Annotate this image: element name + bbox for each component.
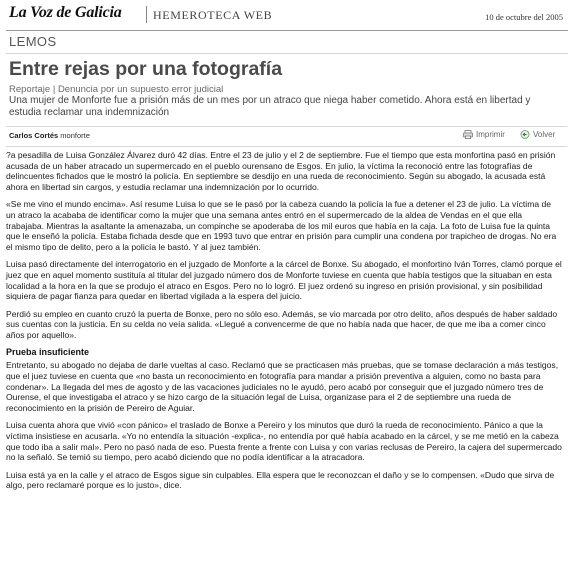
back-button[interactable] bbox=[520, 130, 555, 139]
author-location: monforte bbox=[60, 131, 90, 140]
edition-date: 10 de octubre del 2005 bbox=[485, 12, 563, 22]
print-button[interactable] bbox=[463, 130, 505, 139]
article-paragraph: Luisa pasó directamente del interrogatorio en el juzgado de Monforte a la cárcel de Bonxe. Su abogado, el monfortino Iván Torres, clamó porque el juez que en aquel momento sustituía al titular del juzgado número dos de Monforte tuviese en cuenta que había testigos que la situaban en esta localidad a la hora en la que se produjo el atraco en Esgos. Pero no lo logró. El juez ordenó su ingreso en prisión provisional, y sin posibilidad siquiera de pagar fianza para quedar en libertad vigilada a la espera del juicio. bbox=[6, 259, 562, 302]
printer-icon bbox=[463, 130, 473, 139]
hemeroteca-label[interactable]: HEMEROTECA WEB bbox=[153, 8, 273, 22]
section-title: LEMOS bbox=[9, 34, 57, 49]
back-label: Volver bbox=[533, 130, 556, 139]
article-headline: Entre rejas por una fotografía bbox=[9, 58, 283, 80]
byline bbox=[9, 131, 90, 140]
article-subheading: Prueba insuficiente bbox=[6, 347, 90, 358]
author-name: Carlos Cortés bbox=[9, 131, 59, 140]
article-paragraph: «Se me vino el mundo encima». Así resume Luisa lo que se le pasó por la cabeza cuando la policía la fue a detener el 23 de julio. La víctima de un atraco la acababa de identificar como la mujer que una semana antes entró en el supermercado de la aldea de Vendas en el que ella trabajaba. Mientras la asaltante la amenazaba, un compinche se apoderaba de los mil euros que había en la caja. La foto de Luisa fue la quinta que le enseñó la policía. Estaba fichada desde que en 1993 tuvo que entrar en prisión para cumplir una condena por trapicheo de drogas. No era el mismo tipo de delito, pero a la policía le bastó. Y al juez también. bbox=[6, 199, 557, 253]
masthead-divider bbox=[146, 6, 147, 23]
print-label: Imprimir bbox=[476, 130, 505, 139]
article-paragraph: Luisa está ya en la calle y el atraco de Esgos sigue sin culpables. Ella espera que le reconozcan el daño y se lo compensen. «Dudo que sirva de algo, pero reclamaré porque es lo justo», dice. bbox=[6, 469, 555, 491]
section-bar bbox=[6, 31, 568, 54]
article-paragraph: Luisa cuenta ahora que vivió «con pánico» el traslado de Bonxe a Pereiro y los minutos que duró la rueda de reconocimiento. Pánico a que la víctima insistiese en acusarla. «Yo no entendía la situación -explica-, no entendía por qué había acabado en la cárcel, y se me metió en la cabeza que todo iba a salir mal». Pero no pasó nada de eso. Puesta frente a frente con Luisa y con varias reclusas de Pereiro, la cajera del supermercado no la señaló. Se temió su tiempo, pero acabó diciendo que no podía identificar a la atracadora. bbox=[6, 420, 562, 463]
article-paragraph: Perdió su empleo en cuanto cruzó la puerta de Bonxe, pero no sólo eso. Además, se vio marcada por otro delito, años después de haber saldado sus cuentas con la justicia. En su celda no veía salida. «Llegué a convencerme de que no había nada que hacer, de que me iba a comer cinco años por aquello». bbox=[6, 308, 558, 341]
article-kicker: Reportaje | Denuncia por un supuesto error judicial bbox=[9, 84, 224, 95]
article-paragraph: Entretanto, su abogado no dejaba de darle vueltas al caso. Reclamó que se practicasen más pruebas, que se tomase declaración a más testigos, que el juez tuviese en cuenta que «no basta un reconocimiento en fotografía para mandar a prisión preventiva a alguien, como no basta para condenar». La llegada del mes de agosto y de las vacaciones judiciales no le ayudó, pero acabó por conseguir que el juzgado número tres de Ourense, el que investigaba el atraco y se hizo cargo de la situación legal de Luisa, organizase para el 2 de septiembre una rueda de reconocimiento en la prisión de Pereiro de Aguiar. bbox=[6, 360, 559, 414]
article-paragraph: ?a pesadilla de Luisa González Álvarez duró 42 días. Entre el 23 de julio y el 2 de septiembre. Fue el tiempo que esta monfortina pasó en prisión acusada de un haber atracado un supermercado en el pueblo ourensano de Esgos. En julio, la víctima la reconoció entre las fotografías de delincuentes fichados que le mostró la policía. En septiembre se desdijo en una rueda de reconocimiento. Según su abogado, la acusada está ahora en libertad sin cargos, y estudia reclamar una indemnización por lo ocurrido. bbox=[6, 150, 556, 193]
back-arrow-icon bbox=[520, 130, 530, 139]
byline-bar bbox=[6, 126, 567, 147]
newspaper-logo[interactable]: La Voz de Galicia bbox=[9, 4, 122, 21]
article-body bbox=[6, 150, 562, 497]
article-subtitle: Una mujer de Monforte fue a prisión más de un mes por un atraco que niega haber cometido. Ahora está en libertad y estudia reclamar una indemnización bbox=[9, 95, 531, 118]
masthead bbox=[6, 0, 568, 31]
